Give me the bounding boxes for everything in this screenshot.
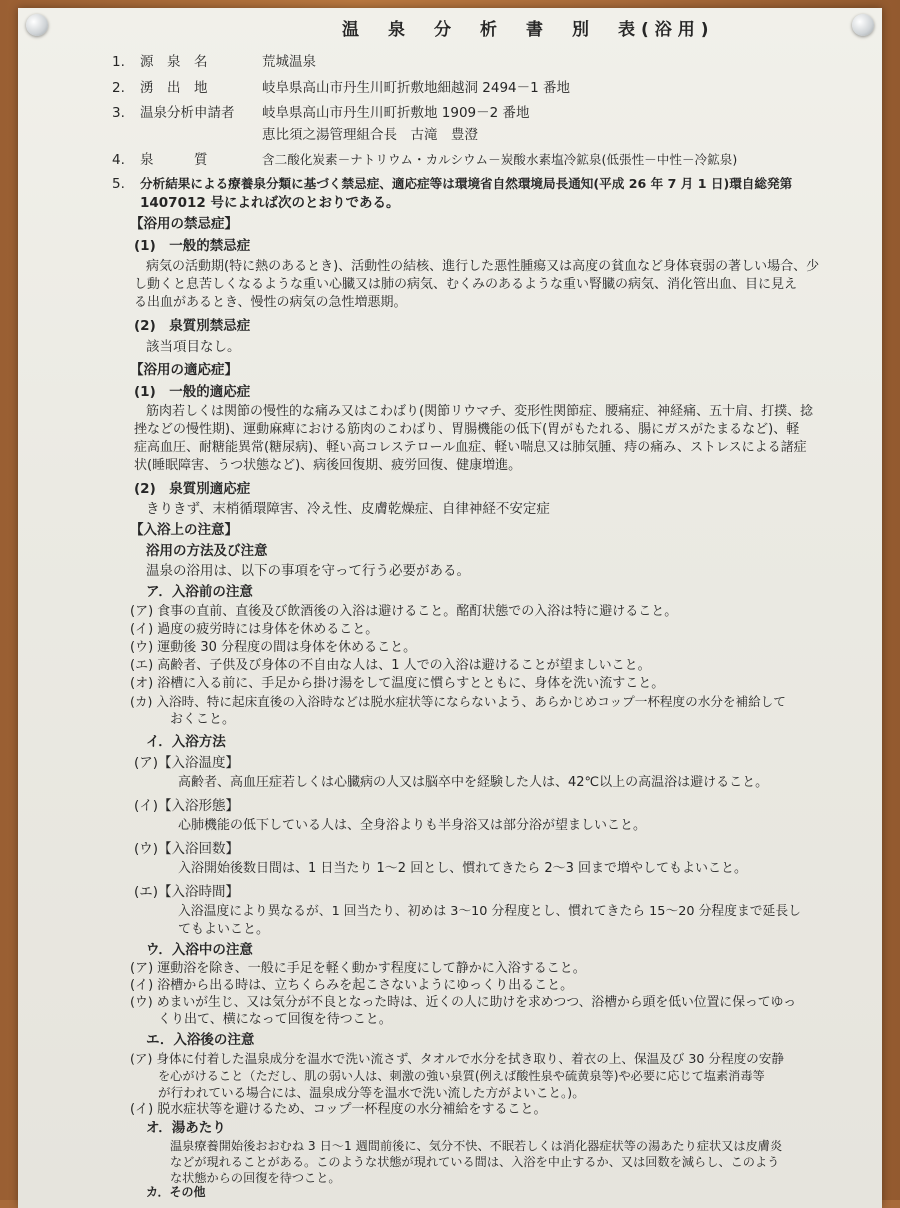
list-item: おくこと。 — [170, 712, 236, 727]
list-item-label: (イ)【入浴形態】 — [134, 798, 240, 814]
subsection-heading: オ．湯あたり — [146, 1120, 226, 1136]
item-label: 泉 質 — [140, 152, 208, 168]
list-item: 心肺機能の低下している人は、全身浴よりも半身浴又は部分浴が望ましいこと。 — [178, 818, 647, 833]
paragraph-line: 温泉の浴用は、以下の事項を守って行う必要がある。 — [146, 563, 470, 579]
subsection-heading: (1) 一般的禁忌症 — [134, 238, 251, 254]
subsection-heading: ア．入浴前の注意 — [146, 584, 253, 600]
document-title: 温 泉 分 析 書 別 表(浴用) — [342, 20, 715, 40]
subsection-heading: イ．入浴方法 — [146, 734, 226, 750]
list-item: 入浴開始後数日間は、1 日当たり 1～2 回とし、慣れてきたら 2～3 回まで増やしてもよいこと。 — [178, 861, 748, 876]
subsection-heading: (1) 一般的適応症 — [134, 384, 251, 400]
item-number: 1. — [112, 54, 125, 70]
paragraph-line: る出血があるとき、慢性の病気の急性増悪期。 — [134, 295, 407, 310]
list-item: (ア) 運動浴を除き、一般に手足を軽く動かす程度にして静かに入浴すること。 — [130, 961, 586, 976]
item-text: 1407012 号によれば次のとおりである。 — [140, 195, 400, 211]
list-item-label: (ウ)【入浴回数】 — [134, 841, 240, 857]
list-item-label: (エ)【入浴時間】 — [134, 884, 240, 900]
list-item: (イ) 過度の疲労時には身体を休めること。 — [130, 622, 379, 637]
list-item: (カ) 入浴時、特に起床直後の入浴時などは脱水症状等にならないよう、あらかじめコップ一杯程度の水分を補給して — [130, 694, 786, 709]
list-item: (オ) 浴槽に入る前に、手足から掛け湯をして温度に慣らすとともに、身体を洗い流すこと。 — [130, 676, 665, 691]
section-heading: 【入浴上の注意】 — [130, 522, 238, 538]
subsection-heading: (2) 泉質別禁忌症 — [134, 318, 251, 334]
paragraph-line: きりきず、末梢循環障害、冷え性、皮膚乾燥症、自律神経不安定症 — [146, 501, 550, 517]
item-value: 含二酸化炭素－ナトリウム・カルシウム－炭酸水素塩冷鉱泉(低張性－中性－冷鉱泉) — [262, 152, 738, 167]
subsection-heading: エ．入浴後の注意 — [146, 1032, 255, 1048]
item-number: 3. — [112, 105, 125, 121]
item-number: 2. — [112, 80, 125, 96]
paragraph-line: 症高血圧、耐糖能異常(糖尿病)、軽い高コレステロール血症、軽い喘息又は肺気腫、痔の痛み、ストレスによる諸症 — [134, 440, 807, 455]
item-label: 温泉分析申請者 — [140, 105, 235, 121]
section-heading: 【浴用の適応症】 — [130, 362, 238, 378]
list-item: 入浴温度により異なるが、1 回当たり、初めは 3～10 分程度とし、慣れてきたら 15～20 分程度まで延長し — [178, 904, 801, 919]
list-item-label: (ア)【入浴温度】 — [134, 755, 240, 771]
list-item: (ア) 身体に付着した温泉成分を温水で洗い流さず、タオルで水分を拭き取り、着衣の上、保温及び 30 分程度の安静 — [130, 1051, 784, 1066]
paragraph-line: 病気の活動期(特に熱のあるとき)、活動性の結核、進行した悪性腫瘍又は高度の貧血など身体衰弱の著しい場合、少 — [146, 259, 820, 274]
list-item: (イ) 浴槽から出る時は、立ちくらみを起こさないようにゆっくり出ること。 — [130, 978, 574, 993]
list-item: (ウ) めまいが生じ、又は気分が不良となった時は、近くの人に助けを求めつつ、浴槽から頭を低い位置に保ってゆっ — [130, 995, 797, 1010]
paragraph-line: 筋肉若しくは関節の慢性的な痛み又はこわばり(関節リウマチ、変形性関節症、腰痛症、神経痛、五十肩、打撲、捻 — [146, 404, 814, 419]
subsection-heading: カ．その他 — [146, 1185, 206, 1199]
paragraph-line: 該当項目なし。 — [146, 339, 241, 355]
item-text: 分析結果による療養泉分類に基づく禁忌症、適応症等は環境省自然環境局長通知(平成 26 年 7 月 1 日)環自総発第 — [140, 176, 793, 191]
list-item: (イ) 脱水症状等を避けるため、コップ一杯程度の水分補給をすること。 — [130, 1102, 547, 1117]
item-value: 恵比須之湯管理組合長 古滝 豊澄 — [262, 127, 478, 143]
item-label: 源 泉 名 — [140, 54, 208, 70]
section-heading: 【浴用の禁忌症】 — [130, 216, 238, 232]
list-item: が行われている場合には、温泉成分等を温水で洗い流した方がよいこと。)。 — [158, 1085, 585, 1100]
item-label: 湧 出 地 — [140, 80, 208, 96]
list-item: 高齢者、高血圧症若しくは心臓病の人又は脳卒中を経験した人は、42℃以上の高温浴は避けること。 — [178, 775, 769, 790]
list-item: を心がけること（ただし、肌の弱い人は、刺激の強い泉質(例えば酸性泉や硫黄泉等)や必要に応じて塩素消毒等 — [158, 1069, 765, 1083]
paragraph-line: し動くと息苦しくなるような重い心臓又は肺の病気、むくみのあるような重い腎臓の病気、消化管出血、目に見え — [134, 277, 798, 292]
paragraph-line: な状態からの回復を待つこと。 — [170, 1171, 341, 1185]
subsection-heading: ウ．入浴中の注意 — [146, 942, 253, 958]
subsection-heading: (2) 泉質別適応症 — [134, 481, 251, 497]
list-item: (エ) 高齢者、子供及び身体の不自由な人は、1 人での入浴は避けることが望ましいこと。 — [130, 658, 651, 673]
paragraph-line: 挫などの慢性期)、運動麻痺における筋肉のこわばり、胃腸機能の低下(胃がもたれる、腸にガスがたまるなど)、軽 — [134, 422, 800, 437]
list-item: くり出て、横になって回復を待つこと。 — [158, 1012, 392, 1027]
list-item: (ウ) 運動後 30 分程度の間は身体を休めること。 — [130, 640, 417, 655]
item-value: 岐阜県高山市丹生川町折敷地 1909－2 番地 — [262, 105, 530, 121]
item-number: 5. — [112, 176, 125, 192]
paragraph-line: 温泉療養開始後おおむね 3 日～1 週間前後に、気分不快、不眠若しくは消化器症状等の湯あたり症状又は皮膚炎 — [170, 1139, 783, 1153]
paragraph-line: などが現れることがある。このような状態が現れている間は、入浴を中止するか、又は回数を減らし、このよう — [170, 1155, 780, 1169]
item-value: 岐阜県高山市丹生川町折敷地細越洞 2494－1 番地 — [262, 80, 571, 96]
paragraph-line: 状(睡眠障害、うつ状態など)、病後回復期、疲労回復、健康増進。 — [134, 458, 522, 473]
item-number: 4. — [112, 152, 125, 168]
document-content — [18, 8, 882, 1208]
list-item: (ア) 食事の直前、直後及び飲酒後の入浴は避けること。酩酊状態での入浴は特に避けること。 — [130, 604, 678, 619]
notice-paper — [18, 8, 882, 1208]
item-value: 荒城温泉 — [262, 54, 316, 70]
subsection-heading: 浴用の方法及び注意 — [146, 543, 268, 559]
list-item: てもよいこと。 — [178, 922, 270, 937]
